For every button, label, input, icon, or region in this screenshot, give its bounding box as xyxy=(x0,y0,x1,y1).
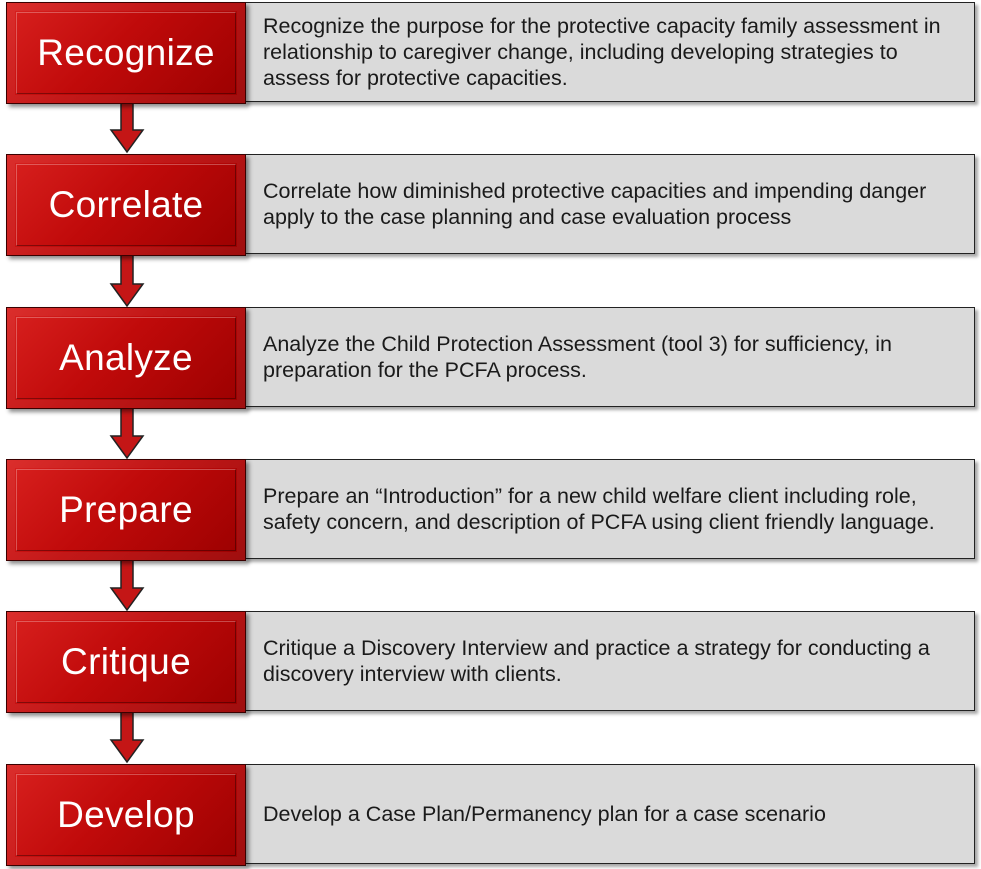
step-badge xyxy=(6,764,246,866)
step-description: Correlate how diminished protective capacities and impending danger apply to the case planning and case evaluation process xyxy=(244,154,975,254)
step-critique xyxy=(0,611,981,713)
step-correlate xyxy=(0,154,981,256)
step-badge xyxy=(6,154,246,256)
step-badge xyxy=(6,307,246,409)
step-analyze xyxy=(0,307,981,409)
step-description: Prepare an “Introduction” for a new child welfare client including role, safety concern, and description of PCFA using client friendly language. xyxy=(244,459,975,559)
down-arrow-icon xyxy=(109,100,145,154)
down-arrow-icon xyxy=(109,710,145,764)
step-recognize xyxy=(0,2,981,104)
step-description: Recognize the purpose for the protective capacity family assessment in relationship to caregiver change, including developing strategies to assess for protective capacities. xyxy=(244,2,975,102)
step-description: Develop a Case Plan/Permanency plan for a case scenario xyxy=(244,764,975,864)
step-label: Critique xyxy=(61,641,191,682)
step-label: Recognize xyxy=(37,32,215,73)
step-badge xyxy=(6,2,246,104)
down-arrow-icon xyxy=(109,254,145,308)
step-badge xyxy=(6,611,246,713)
down-arrow-icon xyxy=(109,558,145,612)
step-badge xyxy=(6,459,246,561)
step-label: Prepare xyxy=(59,489,193,530)
step-description: Critique a Discovery Interview and practice a strategy for conducting a discovery interview with clients. xyxy=(244,611,975,711)
step-label: Correlate xyxy=(48,184,204,225)
step-prepare xyxy=(0,459,981,561)
step-label: Develop xyxy=(57,794,195,835)
down-arrow-icon xyxy=(109,406,145,460)
step-description: Analyze the Child Protection Assessment (tool 3) for sufficiency, in preparation for the PCFA process. xyxy=(244,307,975,407)
step-develop xyxy=(0,764,981,866)
step-label: Analyze xyxy=(59,337,193,378)
